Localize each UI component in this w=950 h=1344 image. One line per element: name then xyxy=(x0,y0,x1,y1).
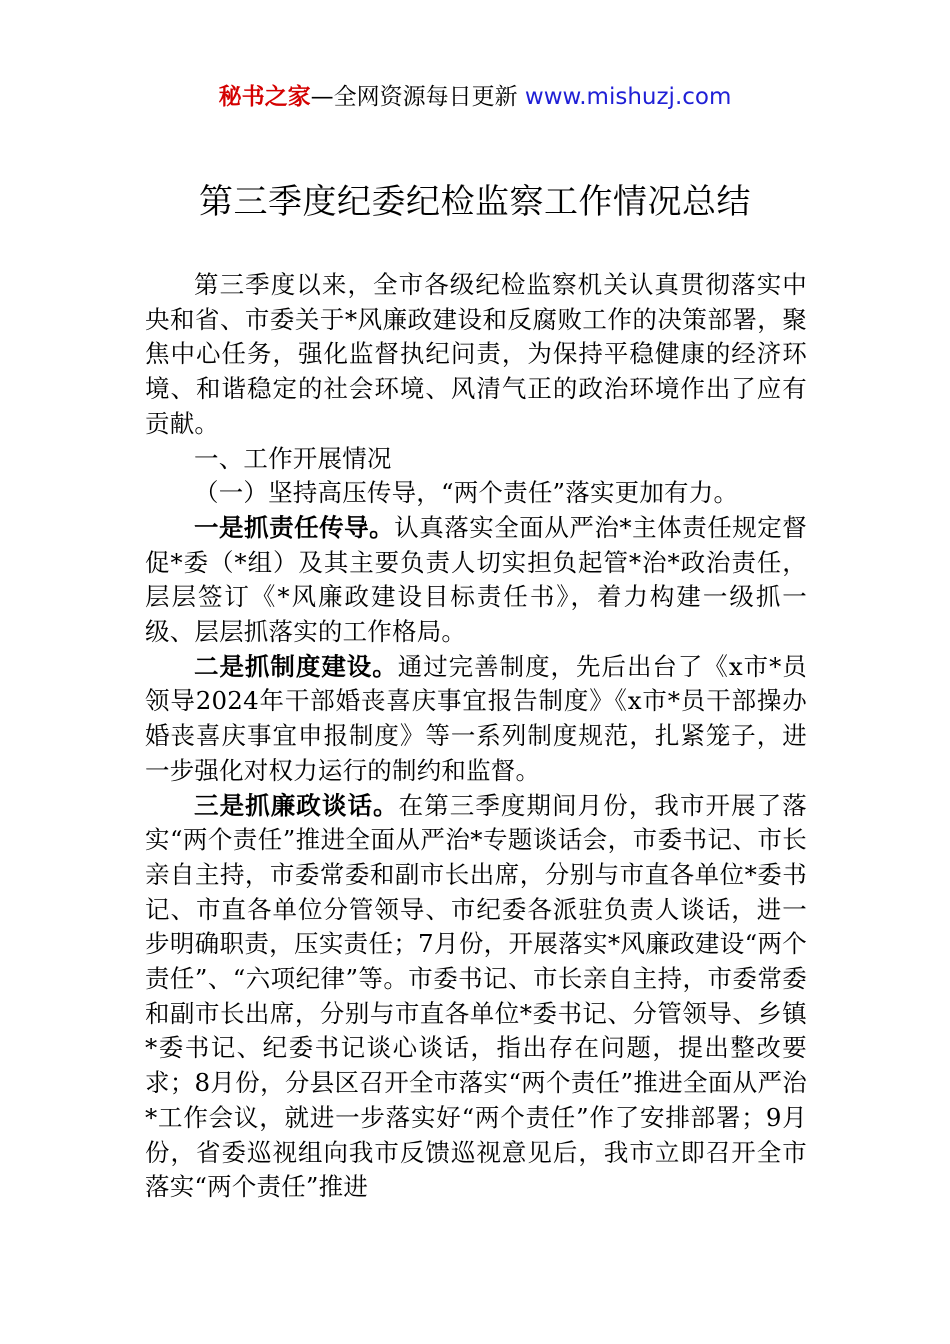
intro-paragraph: 第三季度以来，全市各级纪检监察机关认真贯彻落实中央和省、市委关于*风廉政建设和反腐败工作的决策部署，聚焦中心任务，强化监督执纪问责，为保持平稳健康的经济环境、和谐稳定的社会环境、风清气正的政治环境作出了应有贡献。 xyxy=(145,270,807,438)
document-title: 第三季度纪委纪检监察工作情况总结 xyxy=(199,182,751,222)
item-lead: 二是抓制度建设。 xyxy=(194,651,398,681)
item-paragraph xyxy=(145,650,807,789)
brand-name: 秘书之家 xyxy=(218,84,311,110)
item-paragraph xyxy=(145,789,807,1205)
site-url-link[interactable]: www.mishuzj.com xyxy=(524,84,732,110)
item-lead: 一是抓责任传导。 xyxy=(194,512,395,542)
item-text: 认真落实全面从严治*主体责任规定督促*委（*组）及其主要负责人切实担负起管*治*政治责任，层层签订《*风廉政建设目标责任书》，着力构建一级抓一级、层层抓落实的工作格局。 xyxy=(145,512,807,647)
banner-slogan: —全网资源每日更新 xyxy=(310,84,518,110)
item-paragraph xyxy=(145,511,807,650)
subsection-heading: （一）坚持高压传导，“两个责任”落实更加有力。 xyxy=(194,478,739,508)
document-body xyxy=(145,268,807,1205)
section-heading: 一、工作开展情况 xyxy=(194,443,392,473)
item-text: 在第三季度期间月份，我市开展了落实“两个责任”推进全面从严治*专题谈话会，市委书记、市长亲自主持，市委常委和副市长出席，分别与市直各单位*委书记、市直各单位分管领导、市纪委各派驻负责人谈话，进一步明确职责，压实责任；7月份，开展落实*风廉政建设“两个责任”、“六项纪律”等。市委书记、市长亲自主持，市委常委和副市长出席，分别与市直各单位*委书记、分管领导、乡镇*委书记、纪委书记谈心谈话，指出存在问题，提出整改要求；8月份，分县区召开全市落实“两个责任”推进全面从严治*工作会议，就进一步落实好“两个责任”作了安排部署；9月份，省委巡视组向我市反馈巡视意见后，我市立即召开全市落实“两个责任”推进 xyxy=(145,790,807,1202)
site-banner xyxy=(0,82,950,112)
item-text: 通过完善制度，先后出台了《x市*员领导2024年干部婚丧喜庆事宜报告制度》《x市*员干部操办婚丧喜庆事宜申报制度》等一系列制度规范，扎紧笼子，进一步强化对权力运行的制约和监督。 xyxy=(145,651,807,785)
item-lead: 三是抓廉政谈话。 xyxy=(194,790,399,820)
